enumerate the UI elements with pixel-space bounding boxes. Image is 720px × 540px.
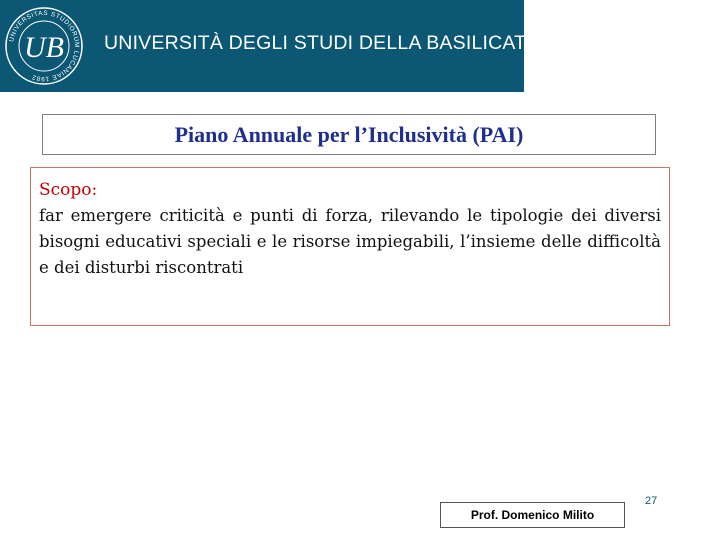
author-name: Prof. Domenico Milito	[470, 508, 595, 522]
seal-text: UNIVERSITAS STUDIORUM LUCANIAE 1982	[8, 9, 81, 83]
page-number: 27	[645, 495, 658, 507]
seal-monogram: UB	[24, 31, 64, 64]
university-seal-icon	[4, 6, 84, 86]
content-box	[30, 167, 670, 326]
slide-title: Piano Annuale per l’Inclusività (PAI)	[174, 121, 524, 147]
scope-text: far emergere criticità e punti di forza, rilevando le tipologie dei diversi bisogni educativi speciali e le risorse impiegabili, l’insieme delle difficoltà e dei disturbi riscontrati	[39, 206, 661, 277]
title-box	[42, 114, 656, 155]
university-header-banner	[0, 0, 539, 92]
author-box	[440, 502, 625, 528]
scope-heading: Scopo:	[39, 180, 98, 200]
university-name: UNIVERSITÀ DEGLI STUDI DELLA BASILICATA	[104, 32, 539, 54]
